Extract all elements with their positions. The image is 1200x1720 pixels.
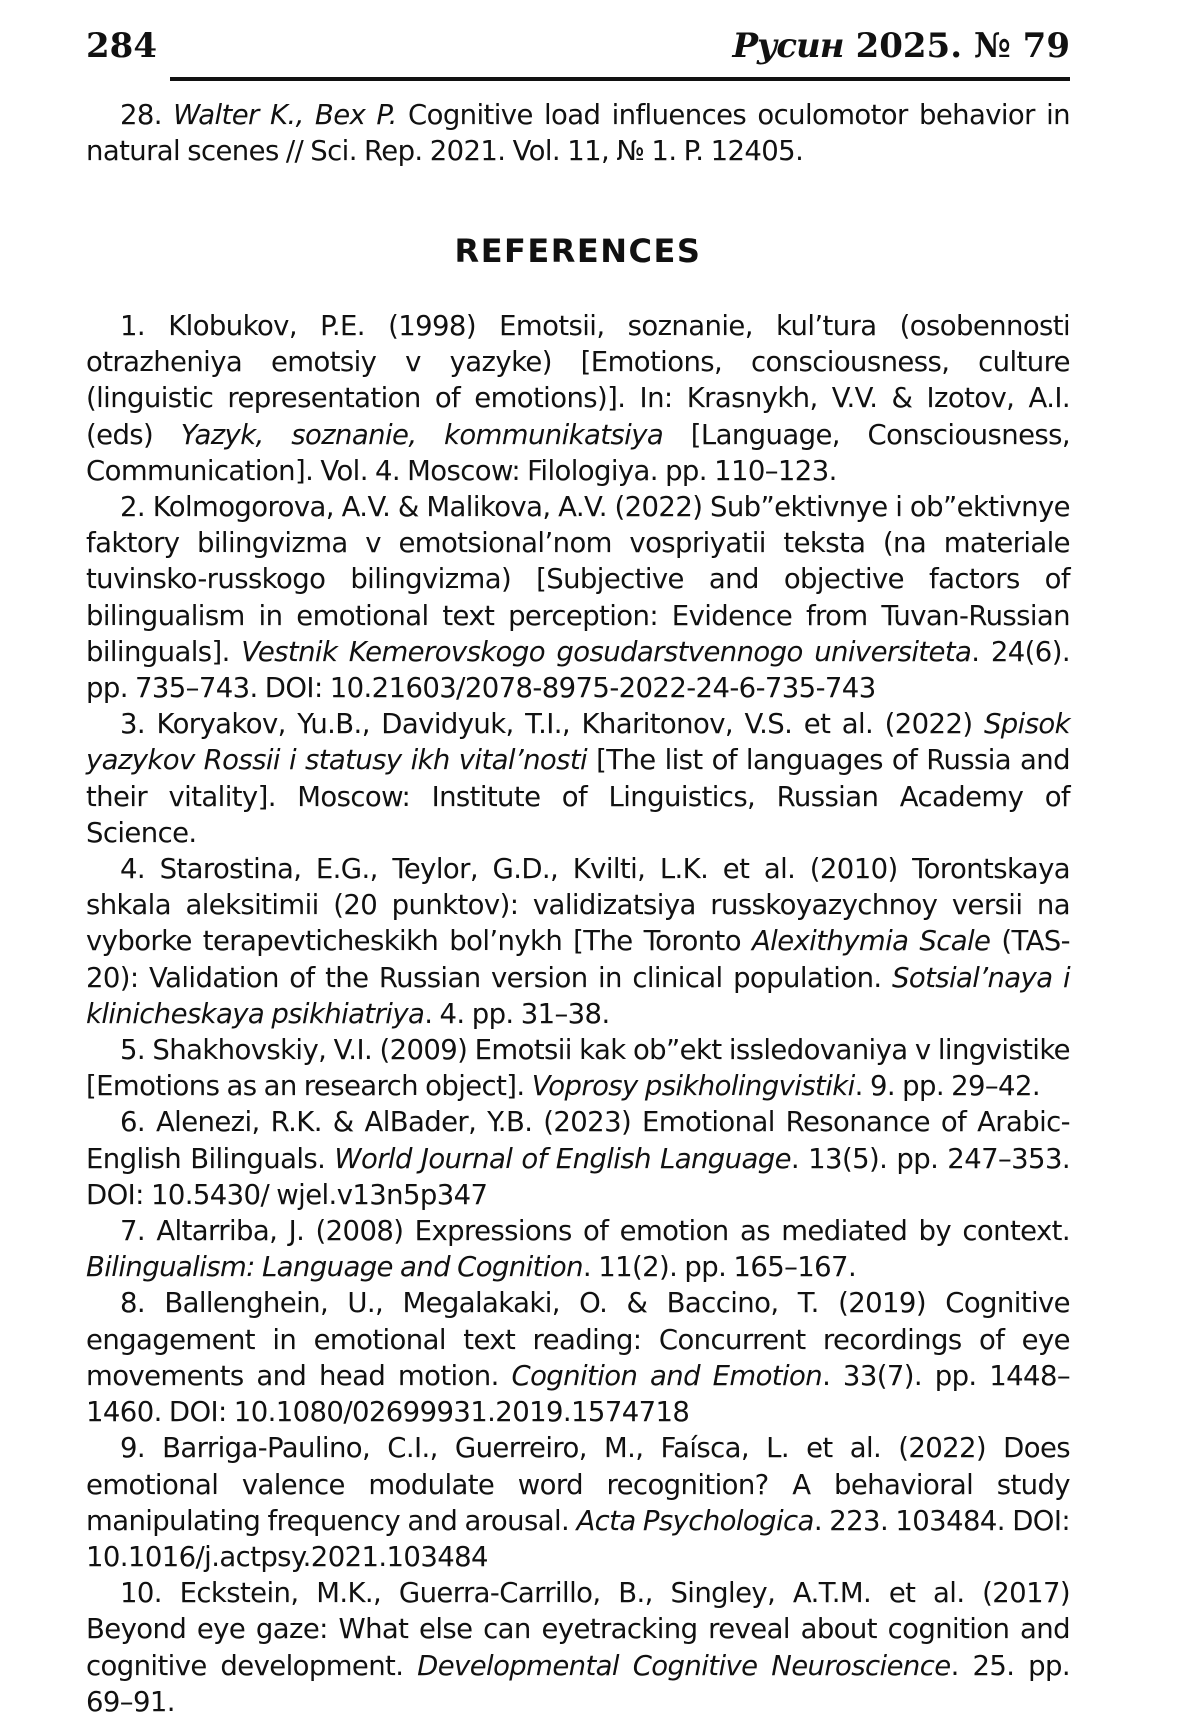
references-list: [86, 308, 1070, 1720]
page-number: 284: [86, 26, 157, 66]
reference-item: 9. Barriga-Paulino, C.I., Guerreiro, M., Faísca, L. et al. (2022) Does emotional valence modulate word recognition? A behavioral study manipulating frequency and arousal. Acta Psychologica. 223. 103484. DOI: 10.1016/j.actpsy.2021.103484: [86, 1432, 1070, 1573]
reference-item: 10. Eckstein, M.K., Guerra-Carrillo, B., Singley, A.T.M. et al. (2017) Beyond eye gaze: What else can eyetracking reveal about cognition and cognitive development. Developmental Cognitive Neuroscience. 25. pp. 69–91.: [86, 1577, 1070, 1718]
reference-item: 7. Altarriba, J. (2008) Expressions of emotion as mediated by context. Bilingualism: Language and Cognition. 11(2). pp. 165–167.: [86, 1215, 1070, 1284]
references-heading: REFERENCES: [454, 232, 702, 270]
running-header: [732, 26, 1070, 66]
intro-reference: [86, 97, 1070, 169]
journal-name: Русин: [732, 26, 844, 66]
reference-item: 8. Ballenghein, U., Megalakaki, O. & Baccino, T. (2019) Cognitive engagement in emotional text reading: Concurrent recordings of eye movements and head motion. Cognition and Emotion. 33(7). pp. 1448–1460. DOI: 10.1080/02699931.2019.1574718: [86, 1287, 1070, 1429]
reference-item: 6. Alenezi, R.K. & AlBader, Y.B. (2023) Emotional Resonance of Arabic-English Bilinguals. World Journal of English Language. 13(5). pp. 247–353. DOI: 10.5430/ wjel.v13n5p347: [86, 1106, 1070, 1211]
reference-item: 5. Shakhovskiy, V.I. (2009) Emotsii kak ob”ekt issledovaniya v lingvistike [Emotions as an research object]. Voprosy psikholingvistiki. 9. pp. 29–42.: [86, 1034, 1070, 1103]
journal-issue: 2025. № 79: [855, 26, 1070, 66]
reference-item: 1. Klobukov, P.E. (1998) Emotsii, soznanie, kul’tura (osobennosti otrazheniya emotsiy v yazyke) [Emotions, consciousness, culture (linguistic representation of emotions)]. In: Krasnykh, V.V. & Izotov, A.I. (eds) Yazyk, soznanie, kommunikatsiya [Language, Consciousness, Communication]. Vol. 4. Moscow: Filologiya. pp. 110–123.: [86, 310, 1070, 487]
ref-text: Cognitive load influences oculomotor behavior in natural scenes // Sci. Rep. 2021. Vol. 11, № 1. P. 12405.: [86, 99, 1070, 168]
ref-authors: Walter K., Bex P.: [173, 99, 397, 131]
reference-item: 2. Kolmogorova, A.V. & Malikova, A.V. (2022) Sub”ektivnye i ob”ektivnye faktory bilingvizma v emotsional’nom vospriyatii teksta (na materiale tuvinsko-russkogo bilingvizma) [Subjective and objective factors of bilingualism in emotional text perception: Evidence from Tuvan-Russian bilinguals]. Vestnik Kemerovskogo gosudarstvennogo universiteta. 24(6). pp. 735–743. DOI: 10.21603/2078-8975-2022-24-6-735-743: [86, 491, 1070, 705]
ref-number: 28.: [120, 99, 162, 131]
reference-item: 3. Koryakov, Yu.B., Davidyuk, T.I., Kharitonov, V.S. et al. (2022) Spisok yazykov Rossii i statusy ikh vital’nosti [The list of languages of Russia and their vitality]. Moscow: Institute of Linguistics, Russian Academy of Science.: [86, 708, 1070, 849]
reference-item: 4. Starostina, E.G., Teylor, G.D., Kvilti, L.K. et al. (2010) Torontskaya shkala aleksitimii (20 punktov): validizatsiya russkoyazychnoy versii na vyborke terapevticheskikh bol’nykh [The Toronto Alexithymia Scale (TAS-20): Validation of the Russian version in clinical population. Sotsial’naya i klinicheskaya psikhiatriya. 4. pp. 31–38.: [86, 853, 1070, 1030]
reference-28: [86, 97, 1070, 169]
header-rule: [170, 77, 1070, 81]
